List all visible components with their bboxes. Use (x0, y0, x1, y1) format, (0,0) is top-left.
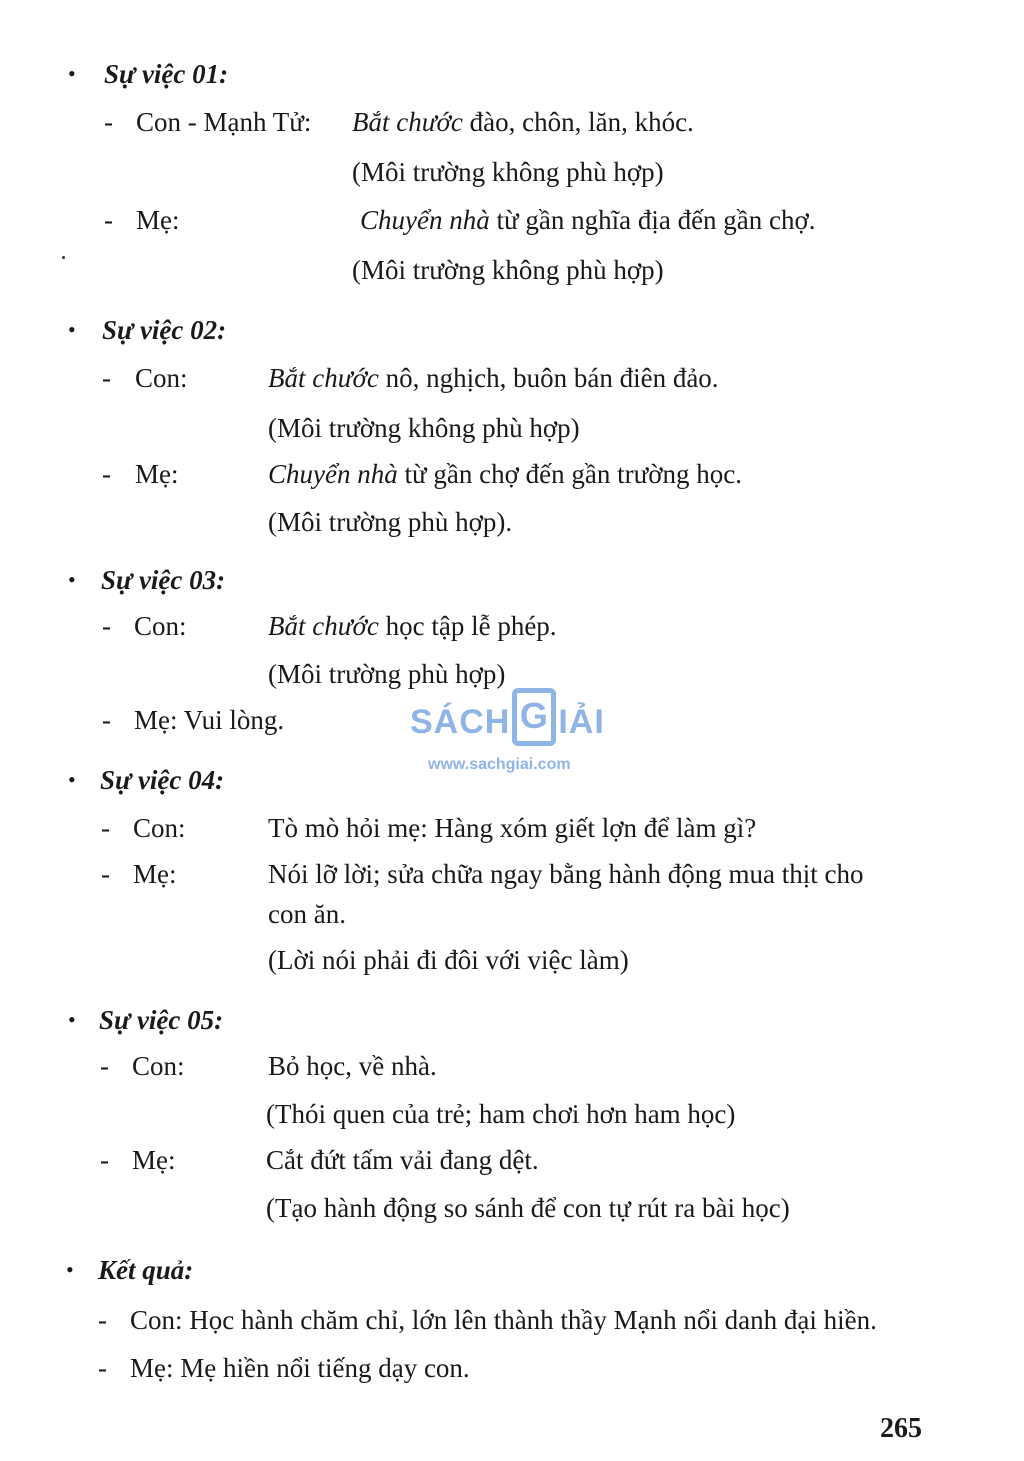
row-note: (Môi trường không phù hợp) (352, 255, 664, 285)
row-rest: nô, nghịch, buôn bán điên đảo. (378, 363, 719, 393)
row-rest: học tập lễ phép. (378, 611, 557, 641)
event-heading: Sự việc 04: (100, 765, 225, 795)
row-note: (Môi trường phù hợp). (268, 507, 513, 537)
emphasis: Chuyển nhà (268, 459, 398, 489)
dash: - (102, 705, 111, 735)
row-text (268, 458, 742, 490)
dash: - (98, 1305, 107, 1335)
row-rest: từ gần nghĩa địa đến gần chợ. (489, 205, 816, 235)
row-text (268, 362, 719, 394)
row-label: Con: (133, 813, 186, 843)
row-text (352, 106, 694, 138)
row-text-continued: con ăn. (268, 899, 346, 929)
row-label: Mẹ: Vui lòng. (134, 705, 285, 735)
row-note: (Thói quen của trẻ; ham chơi hơn ham học) (266, 1099, 736, 1129)
row-text: Bỏ học, về nhà. (268, 1051, 437, 1081)
dash: - (104, 205, 113, 235)
row-label: Con - Mạnh Tử: (136, 107, 312, 137)
row-label: Con: (132, 1051, 185, 1081)
watermark-brand-right: IẢI (558, 702, 605, 741)
dash: - (98, 1353, 107, 1383)
dash: - (100, 1145, 109, 1175)
dash: - (104, 107, 113, 137)
row-text: Cắt đứt tấm vải đang dệt. (266, 1145, 539, 1175)
event-heading: Sự việc 03: (101, 565, 226, 595)
dash: - (102, 459, 111, 489)
row-note: (Lời nói phải đi đôi với việc làm) (268, 945, 629, 975)
event-heading: Sự việc 01: (104, 59, 229, 89)
row-note: (Môi trường phù hợp) (268, 659, 506, 689)
row-label: Con: (134, 611, 187, 641)
dash: - (100, 1051, 109, 1081)
bullet: • (68, 1007, 76, 1032)
row-note: (Tạo hành động so sánh để con tự rút ra bài học) (266, 1193, 790, 1223)
bullet: • (68, 61, 76, 86)
dash: - (101, 813, 110, 843)
row-text: Tò mò hỏi mẹ: Hàng xóm giết lợn để làm gì? (268, 813, 757, 843)
result-line: Mẹ: Mẹ hiền nổi tiếng dạy con. (130, 1353, 470, 1383)
row-label: Mẹ: (136, 205, 180, 235)
row-label: Mẹ: (132, 1145, 176, 1175)
emphasis: Bắt chước (268, 611, 379, 641)
result-heading: Kết quả: (98, 1255, 194, 1285)
bullet: • (68, 567, 76, 592)
event-heading: Sự việc 05: (99, 1005, 224, 1035)
row-text (268, 610, 557, 642)
result-line: Con: Học hành chăm chỉ, lớn lên thành thầy Mạnh nổi danh đại hiền. (130, 1305, 877, 1335)
row-label: Mẹ: (135, 459, 179, 489)
row-note: (Môi trường không phù hợp) (352, 157, 664, 187)
row-text: Nói lỡ lời; sửa chữa ngay bằng hành động mua thịt cho (268, 859, 864, 889)
watermark-brand (410, 695, 605, 746)
emphasis: Chuyển nhà (360, 205, 490, 235)
dash: - (102, 363, 111, 393)
emphasis: Bắt chước (352, 107, 463, 137)
watermark-g-box: G (512, 688, 556, 746)
row-label: Con: (135, 363, 188, 393)
watermark-url: www.sachgiai.com (428, 756, 571, 773)
dash: - (101, 859, 110, 889)
dash: - (102, 611, 111, 641)
row-note: (Môi trường không phù hợp) (268, 413, 580, 443)
bullet: • (66, 1257, 74, 1282)
row-label: Mẹ: (133, 859, 177, 889)
event-heading: Sự việc 02: (102, 315, 227, 345)
page-number: 265 (880, 1413, 922, 1444)
row-text (360, 204, 816, 236)
stray-dot (62, 256, 65, 259)
emphasis: Bắt chước (268, 363, 379, 393)
bullet: • (68, 767, 76, 792)
watermark-brand-left: SÁCH (410, 702, 511, 741)
row-rest: đào, chôn, lăn, khóc. (462, 107, 694, 137)
watermark-logo (410, 684, 620, 780)
bullet: • (68, 317, 76, 342)
row-rest: từ gần chợ đến gần trường học. (397, 459, 742, 489)
